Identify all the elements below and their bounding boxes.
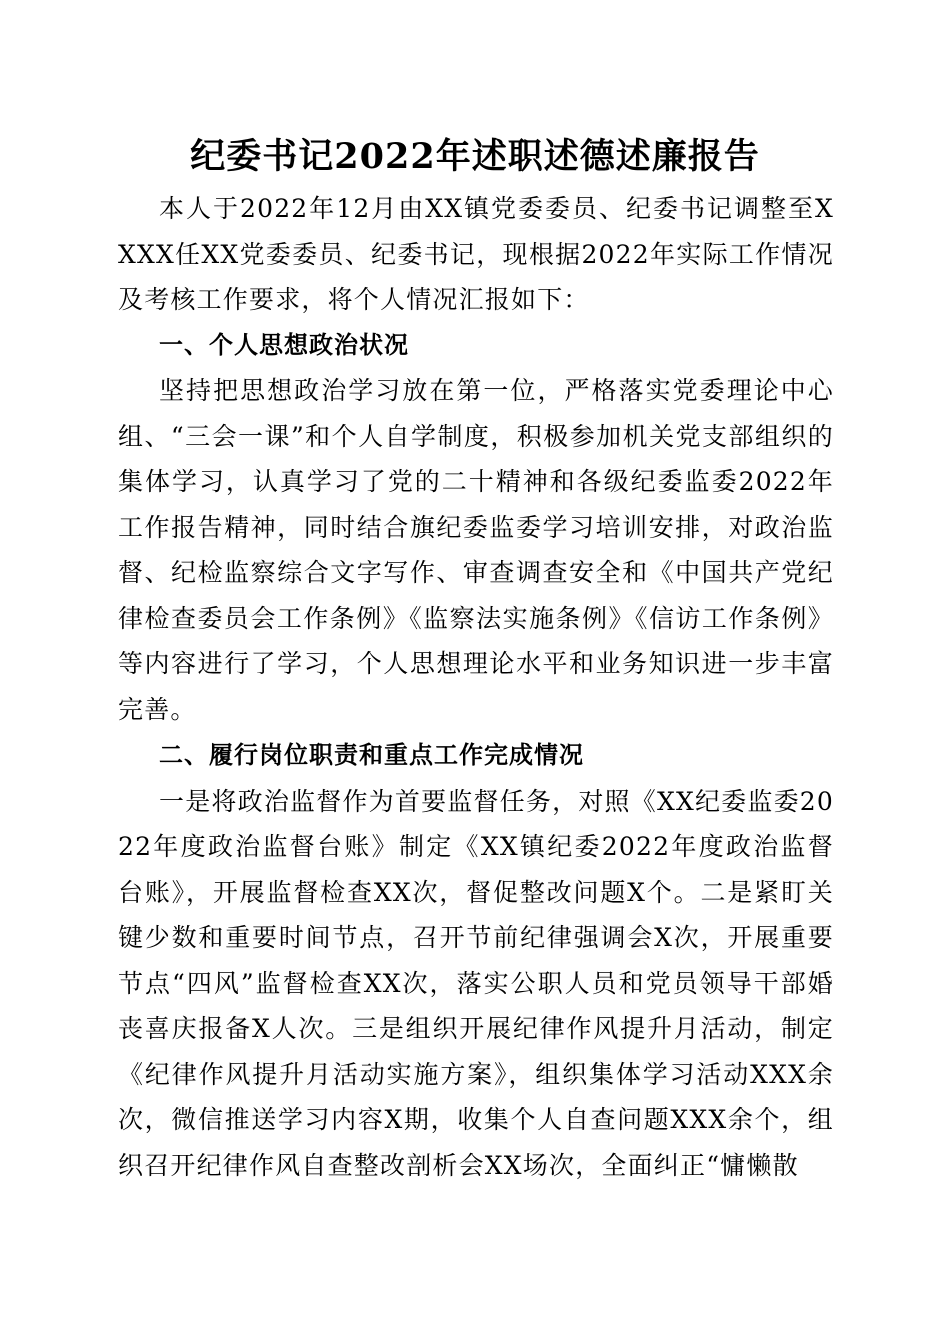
section-heading-duties: 二、履行岗位职责和重点工作完成情况	[159, 741, 584, 769]
political-paragraph: 坚持把思想政治学习放在第一位，严格落实党委理论中心组、“三会一课”和个人自学制度，积极参加机关党支部组织的集体学习，认真学习了党的二十精神和各级纪委监委2022年工作报告精神，同时结合旗纪委监委学习培训安排，对政治监督、纪检监察综合文字写作、审查调查安全和《中国共产党纪律检查委员会工作条例》《监察法实施条例》《信访工作条例》等内容进行了学习，个人思想理论水平和业务知识进一步丰富完善。	[118, 376, 834, 724]
document-body	[118, 186, 834, 1188]
document-title: 纪委书记2022年述职述德述廉报告	[190, 136, 760, 177]
duties-paragraph: 一是将政治监督作为首要监督任务，对照《XX纪委监委2022年度政治监督台账》制定《XX镇纪委2022年度政治监督台账》，开展监督检查XX次，督促整改问题X个。二是紧盯关键少数和重要时间节点，召开节前纪律强调会X次，开展重要节点“四风”监督检查XX次，落实公职人员和党员领导干部婚丧喜庆报备X人次。三是组织开展纪律作风提升月活动，制定《纪律作风提升月活动实施方案》，组织集体学习活动XXX余次，微信推送学习内容X期，收集个人自查问题XXX余个，组织召开纪律作风自查整改剖析会XX场次，全面纠正“慵懒散	[118, 786, 834, 1180]
section-heading-political: 一、个人思想政治状况	[159, 330, 409, 359]
intro-paragraph: 本人于2022年12月由XX镇党委委员、纪委书记调整至XXXX任XX党委委员、纪委书记，现根据2022年实际工作情况及考核工作要求，将个人情况汇报如下：	[118, 194, 834, 314]
